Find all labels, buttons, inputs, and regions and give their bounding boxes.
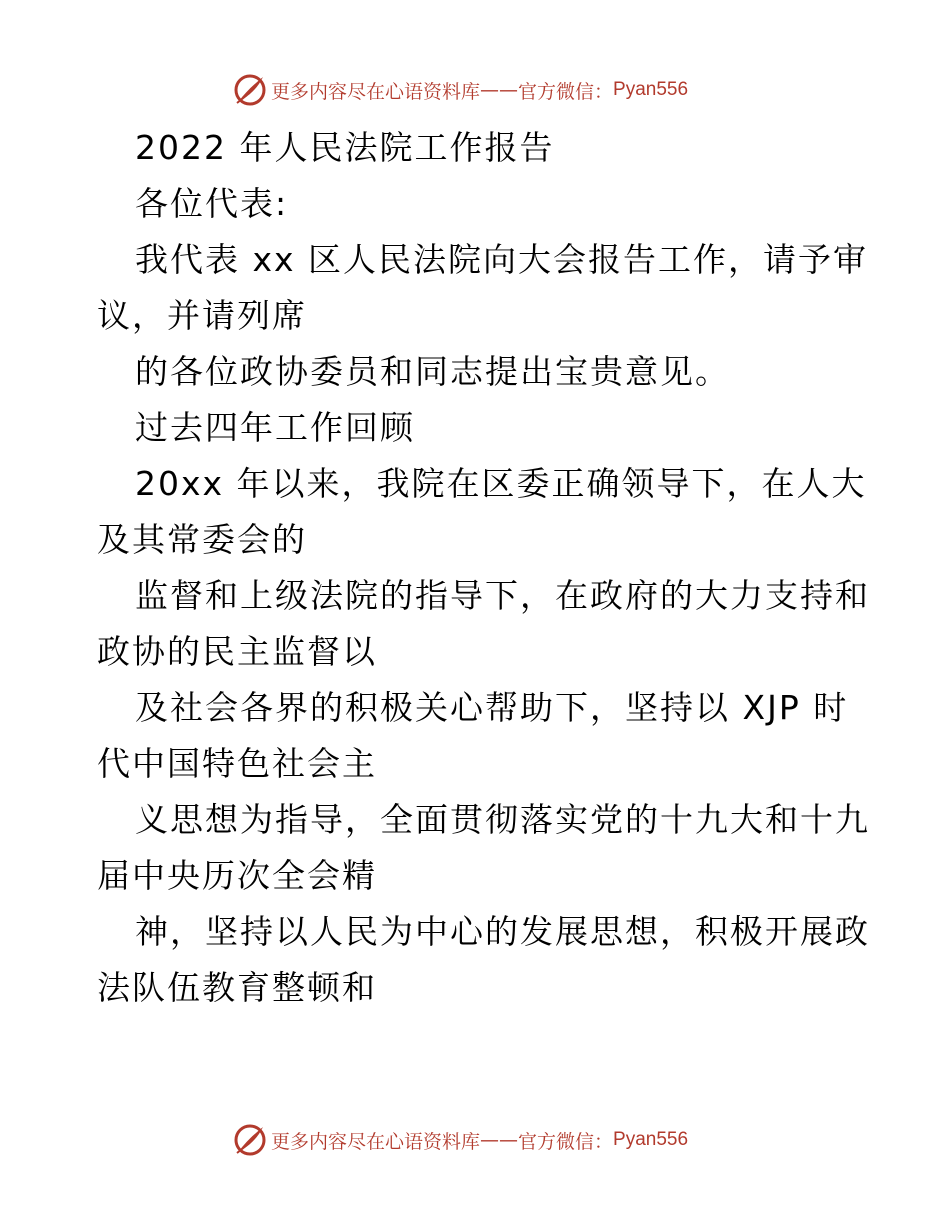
paragraph-line: 监督和上级法院的指导下，在政府的大力支持和 (135, 576, 870, 615)
footer-watermark (233, 1123, 688, 1157)
section-heading: 过去四年工作回顾 (135, 408, 415, 447)
paragraph-line: 神，坚持以人民为中心的发展思想，积极开展政 (135, 912, 870, 951)
paragraph-line: 届中央历次全会精 (97, 856, 377, 895)
salutation: 各位代表: (135, 184, 289, 223)
quill-logo-icon (233, 73, 267, 107)
wechat-id: Pyan556 (613, 79, 689, 100)
watermark-text: 更多内容尽在心语资料库 (271, 1130, 481, 1153)
paragraph-line: 政协的民主监督以 (97, 632, 377, 671)
report-body (97, 120, 870, 1016)
wechat-label: 官方微信： (518, 1130, 614, 1153)
header-watermark (233, 73, 688, 107)
quill-logo-icon (233, 1123, 267, 1157)
paragraph-line: 议，并请列席 (97, 296, 307, 335)
paragraph-line: 法队伍教育整顿和 (97, 968, 377, 1007)
watermark-separator: —— (480, 1129, 519, 1151)
paragraph-line: 及其常委会的 (97, 520, 307, 559)
paragraph-line: 及社会各界的积极关心帮助下，坚持以 XJP 时 (135, 688, 849, 727)
watermark-separator: —— (480, 79, 519, 101)
paragraph-line: 代中国特色社会主 (97, 744, 377, 783)
paragraph-line: 义思想为指导，全面贯彻落实党的十九大和十九 (135, 800, 870, 839)
wechat-id: Pyan556 (613, 1129, 689, 1150)
paragraph-line: 我代表 xx 区人民法院向大会报告工作，请予审 (135, 240, 869, 279)
watermark-text: 更多内容尽在心语资料库 (271, 80, 481, 103)
wechat-label: 官方微信： (518, 80, 614, 103)
paragraph-line: 20xx 年以来，我院在区委正确领导下，在人大 (135, 464, 867, 503)
paragraph-line: 的各位政协委员和同志提出宝贵意见。 (135, 352, 730, 391)
document-title: 2022 年人民法院工作报告 (135, 128, 555, 167)
